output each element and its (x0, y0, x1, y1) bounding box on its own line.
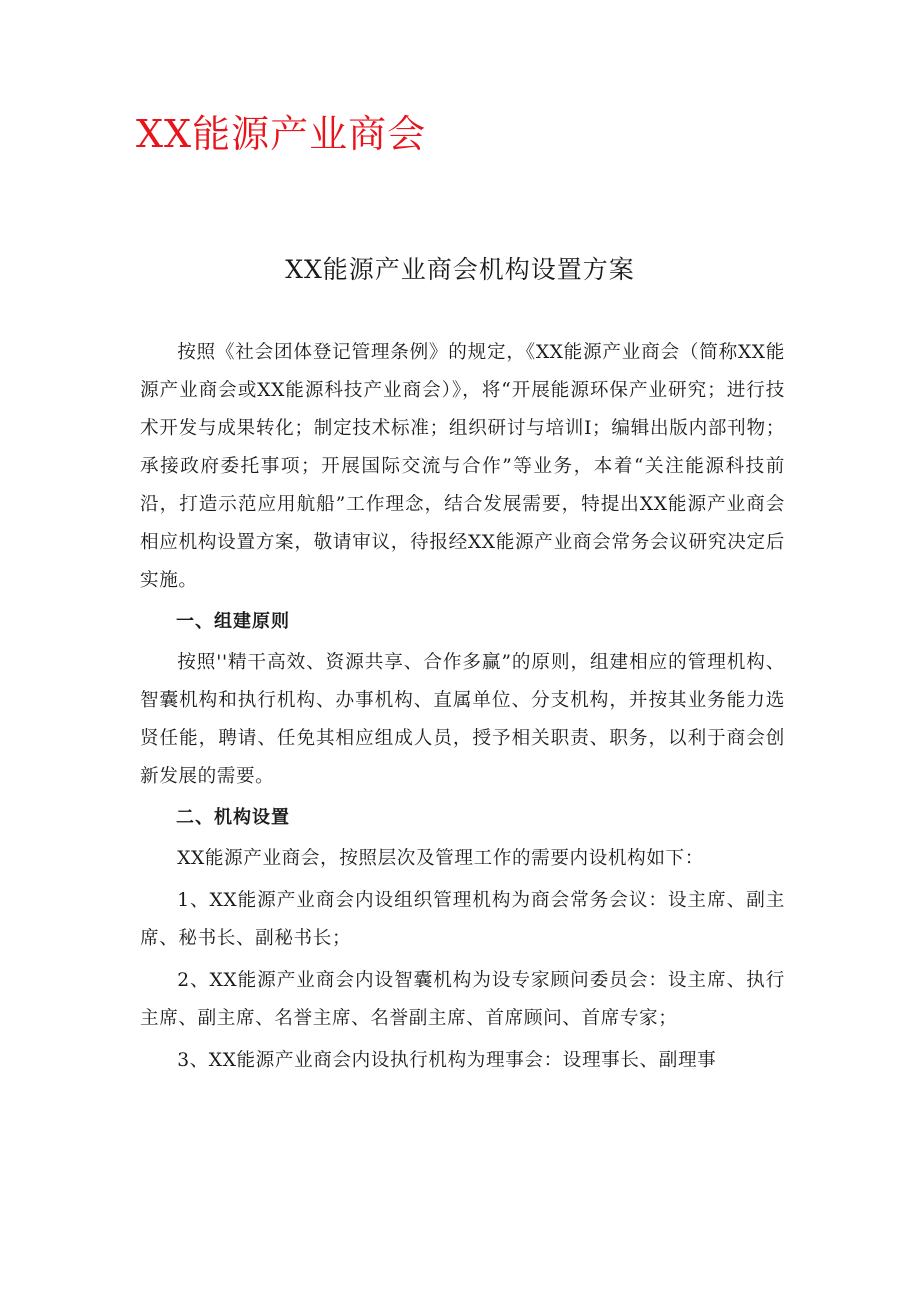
principles-paragraph: 按照''精干高效、资源共享、合作多赢”的原则，组建相应的管理机构、智囊机构和执行机构、办事机构、直属单位、分支机构，并按其业务能力选贤任能，聘请、任免其相应组成人员，授予相关职责、职务，以利于商会创新发展的需要。 (140, 652, 785, 787)
structure-item-3: 3、XX能源产业商会内设执行机构为理事会：设理事长、副理事 (177, 1050, 717, 1071)
section-heading-structure: 二、机构设置 (176, 807, 290, 828)
intro-paragraph: 按照《社会团体登记管理条例》的规定，《XX能源产业商会（简称XX能源产业商会或XX能源科技产业商会）》，将“开展能源环保产业研究；进行技术开发与成果转化；制定技术标准；组织研讨与培训I；编辑出版内部刊物；承接政府委托事项；开展国际交流与合作”等业务，本着“关注能源科技前沿，打造示范应用航船”工作理念，结合发展需要，特提出XX能源产业商会相应机构设置方案，敬请审议，待报经XX能源产业商会常务会议研究决定后实施。 (140, 342, 785, 591)
document-title: XX能源产业商会机构设置方案 (285, 255, 635, 284)
structure-paragraph: XX能源产业商会，按照层次及管理工作的需要内设机构如下： (177, 848, 704, 869)
document-body (140, 334, 785, 1080)
section-heading-principles: 一、组建原则 (176, 611, 290, 632)
structure-item-2: 2、XX能源产业商会内设智囊机构为设专家顾问委员会：设主席、执行主席、副主席、名誉主席、名誉副主席、首席顾问、首席专家； (140, 970, 785, 1029)
org-header: XX能源产业商会 (136, 112, 427, 156)
structure-item-1: 1、XX能源产业商会内设组织管理机构为商会常务会议：设主席、副主席、秘书长、副秘书长； (140, 890, 785, 949)
